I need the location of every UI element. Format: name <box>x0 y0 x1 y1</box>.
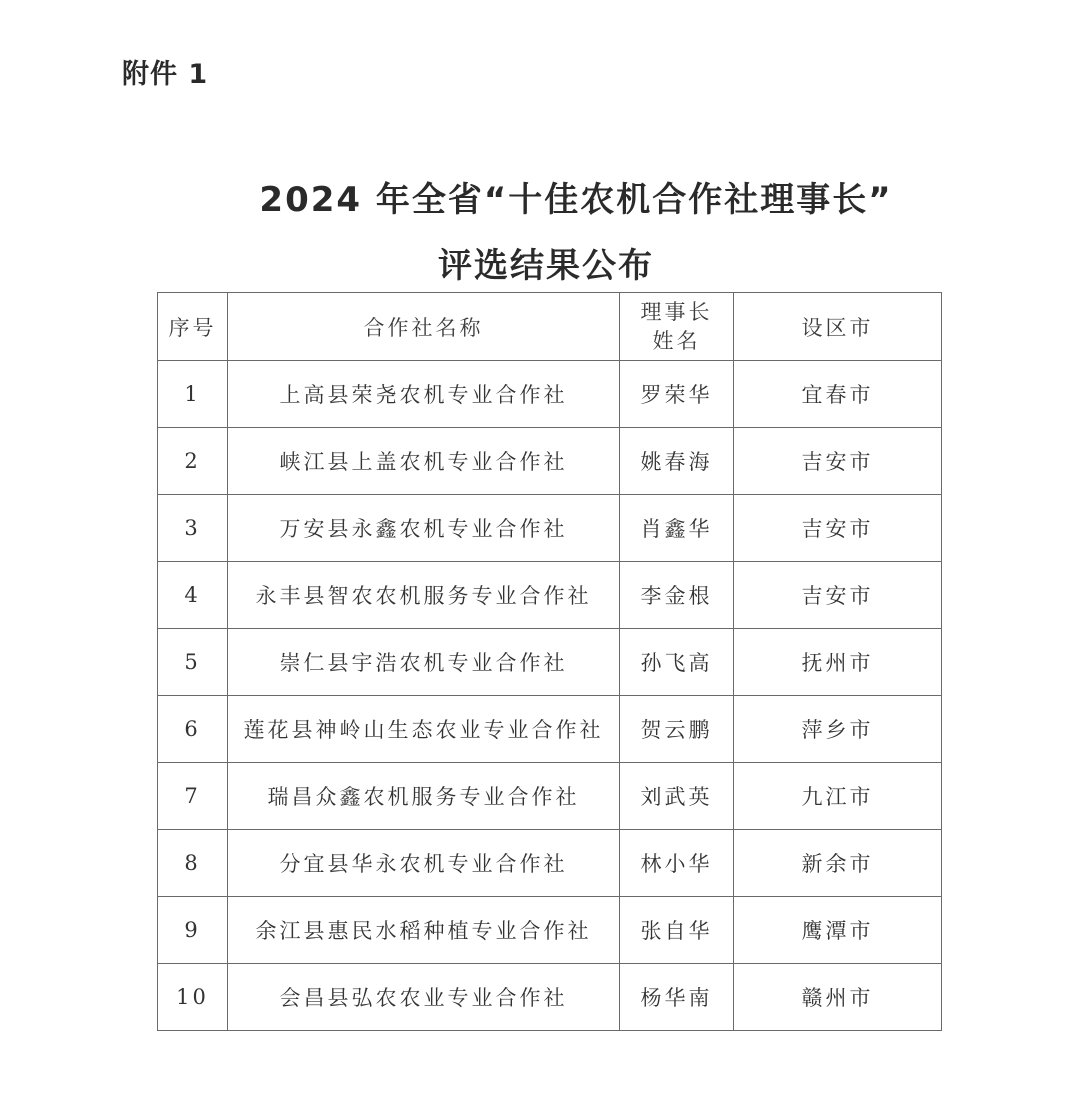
cell-city: 赣州市 <box>734 964 942 1031</box>
cell-city: 鹰潭市 <box>734 897 942 964</box>
cell-serial-number: 10 <box>158 964 228 1031</box>
table-row <box>158 897 942 964</box>
cell-city: 吉安市 <box>734 495 942 562</box>
header-chairman-line1: 理事长 <box>640 299 713 324</box>
cell-cooperative-name: 瑞昌众鑫农机服务专业合作社 <box>228 763 620 830</box>
cell-serial-number: 4 <box>158 562 228 629</box>
cell-city: 新余市 <box>734 830 942 897</box>
attachment-label: 附件 1 <box>122 59 209 90</box>
cell-chairman-name: 罗荣华 <box>620 361 734 428</box>
cell-cooperative-name: 峡江县上盖农机专业合作社 <box>228 428 620 495</box>
table-row <box>158 562 942 629</box>
table-header-row <box>158 293 942 361</box>
cell-cooperative-name: 余江县惠民水稻种植专业合作社 <box>228 897 620 964</box>
cell-city: 萍乡市 <box>734 696 942 763</box>
cell-city: 吉安市 <box>734 562 942 629</box>
cell-city: 抚州市 <box>734 629 942 696</box>
header-cooperative-name: 合作社名称 <box>228 293 620 361</box>
cell-cooperative-name: 分宜县华永农机专业合作社 <box>228 830 620 897</box>
cell-chairman-name: 张自华 <box>620 897 734 964</box>
cell-cooperative-name: 会昌县弘农农业专业合作社 <box>228 964 620 1031</box>
header-chairman-line2: 姓名 <box>652 328 701 353</box>
cell-serial-number: 7 <box>158 763 228 830</box>
table-row <box>158 696 942 763</box>
cell-cooperative-name: 莲花县神岭山生态农业专业合作社 <box>228 696 620 763</box>
cell-city: 九江市 <box>734 763 942 830</box>
cell-serial-number: 5 <box>158 629 228 696</box>
cell-chairman-name: 林小华 <box>620 830 734 897</box>
cell-chairman-name: 李金根 <box>620 562 734 629</box>
cell-serial-number: 9 <box>158 897 228 964</box>
header-city: 设区市 <box>734 293 942 361</box>
cell-city: 吉安市 <box>734 428 942 495</box>
cell-chairman-name: 孙飞高 <box>620 629 734 696</box>
table-row <box>158 428 942 495</box>
table-row <box>158 495 942 562</box>
cell-cooperative-name: 永丰县智农农机服务专业合作社 <box>228 562 620 629</box>
table-row <box>158 361 942 428</box>
cell-serial-number: 2 <box>158 428 228 495</box>
cell-serial-number: 8 <box>158 830 228 897</box>
table-row <box>158 964 942 1031</box>
header-serial-number: 序号 <box>158 293 228 361</box>
cell-cooperative-name: 崇仁县宇浩农机专业合作社 <box>228 629 620 696</box>
cell-chairman-name: 贺云鹏 <box>620 696 734 763</box>
document-title: 2024 年全省“十佳农机合作社理事长” <box>259 180 893 220</box>
table-row <box>158 830 942 897</box>
table-row <box>158 629 942 696</box>
cell-chairman-name: 刘武英 <box>620 763 734 830</box>
cell-chairman-name: 杨华南 <box>620 964 734 1031</box>
results-table <box>157 292 942 1031</box>
header-chairman-name <box>620 293 734 361</box>
cell-chairman-name: 姚春海 <box>620 428 734 495</box>
cell-serial-number: 1 <box>158 361 228 428</box>
document-subtitle: 评选结果公布 <box>438 246 654 286</box>
cell-cooperative-name: 万安县永鑫农机专业合作社 <box>228 495 620 562</box>
cell-serial-number: 6 <box>158 696 228 763</box>
cell-chairman-name: 肖鑫华 <box>620 495 734 562</box>
cell-city: 宜春市 <box>734 361 942 428</box>
cell-cooperative-name: 上高县荣尧农机专业合作社 <box>228 361 620 428</box>
cell-serial-number: 3 <box>158 495 228 562</box>
table-row <box>158 763 942 830</box>
